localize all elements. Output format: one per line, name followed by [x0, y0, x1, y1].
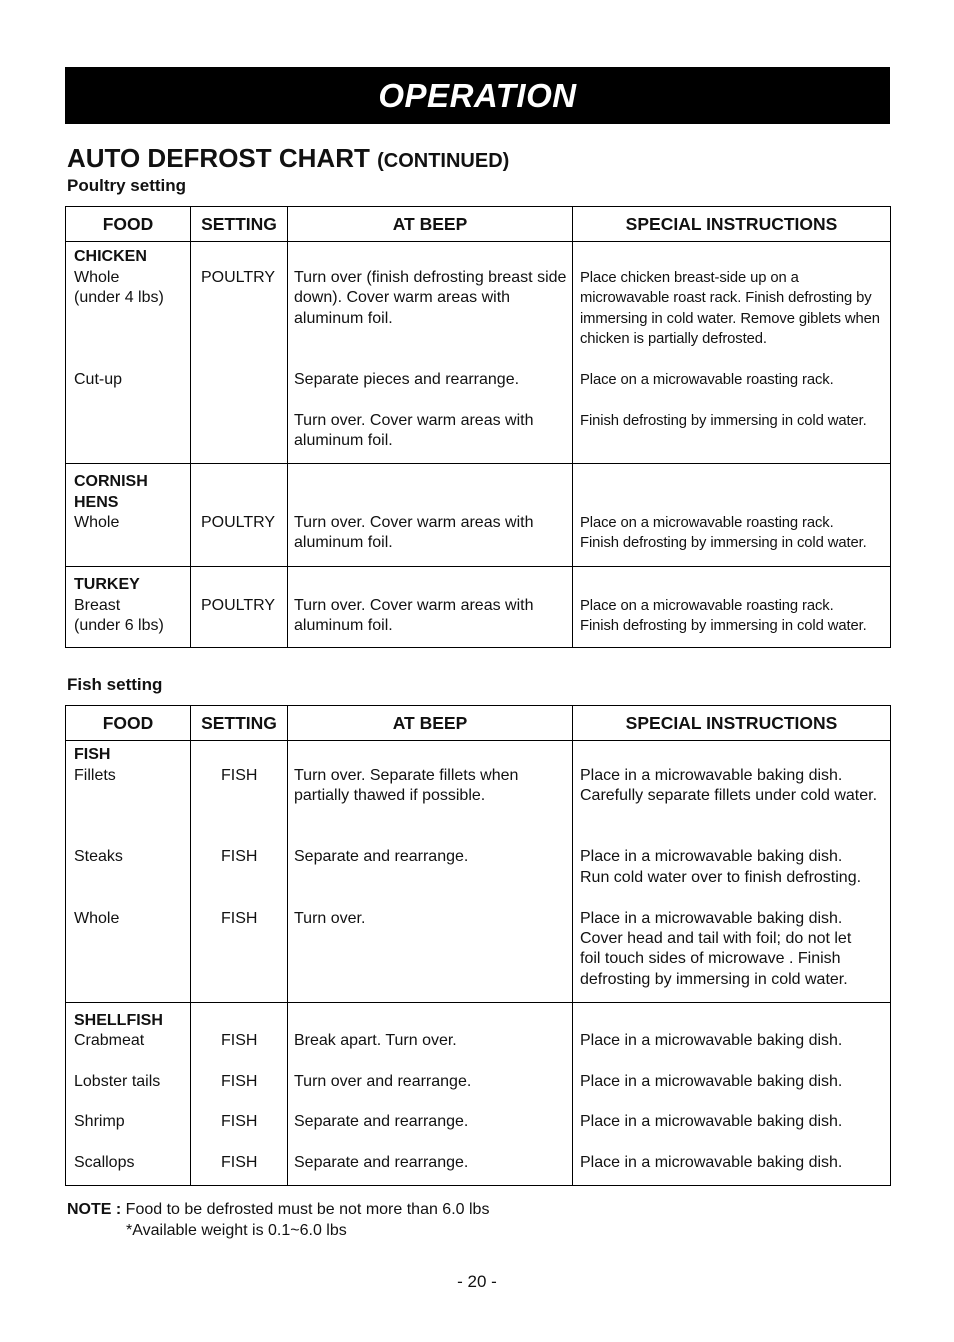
at-beep-text: aluminum foil. [294, 432, 393, 449]
special-instruction: Finish defrosting by immersing in cold water. [580, 535, 867, 551]
at-beep-text: Turn over. Cover warm areas with [294, 597, 534, 614]
food-weight: (under 6 lbs) [74, 617, 164, 634]
food-item: Whole [74, 910, 120, 927]
table-row [66, 567, 891, 648]
at-beep-text: Turn over and rearrange. [294, 1073, 472, 1090]
at-beep-text: Turn over. Cover warm areas with [294, 412, 534, 429]
setting-value: FISH [221, 1032, 258, 1049]
food-item: Cut-up [74, 371, 123, 388]
setting-value: POULTRY [201, 597, 276, 614]
food-category: FISH [74, 746, 111, 763]
food-item: Shrimp [74, 1113, 125, 1130]
table-row [66, 741, 891, 1003]
food-item: Crabmeat [74, 1032, 145, 1049]
at-beep-text: Break apart. Turn over. [294, 1032, 457, 1049]
special-instruction: Cover head and tail with foil; do not let [580, 930, 852, 947]
setting-value: FISH [221, 1154, 258, 1171]
section-title: AUTO DEFROST CHART (CONTINUED) [67, 143, 510, 173]
special-instruction: Place in a microwavable baking dish. [580, 1032, 843, 1049]
food-item: Fillets [74, 767, 116, 784]
at-beep-text: down). Cover warm areas with [294, 289, 511, 306]
setting-value: FISH [221, 1113, 258, 1130]
poultry-heading: Poultry setting [67, 176, 187, 195]
food-category: TURKEY [74, 576, 140, 593]
special-instruction: defrosting by immersing in cold water. [580, 971, 848, 988]
special-instruction: Run cold water over to finish defrosting. [580, 869, 862, 886]
setting-value: POULTRY [201, 514, 276, 531]
header-banner [65, 67, 890, 124]
note [67, 1200, 489, 1241]
food-category: SHELLFISH [74, 1012, 163, 1029]
table-header-row [66, 706, 891, 741]
special-instruction: Place on a microwavable roasting rack. [580, 598, 834, 614]
food-category: CHICKEN [74, 248, 147, 265]
setting-value: FISH [221, 910, 258, 927]
note-line: *Available weight is 0.1~6.0 lbs [126, 1221, 347, 1239]
food-category: CORNISH [74, 473, 148, 490]
note-line: Food to be defrosted must be not more than 6.0 lbs [125, 1201, 490, 1218]
food-item: Whole [74, 269, 120, 286]
col-header-setting: SETTING [191, 706, 288, 741]
at-beep-text: aluminum foil. [294, 310, 393, 327]
at-beep-text: aluminum foil. [294, 617, 393, 634]
col-header-special: SPECIAL INSTRUCTIONS [573, 706, 891, 741]
table-row [66, 1003, 891, 1186]
section-title-suffix: (CONTINUED) [377, 150, 510, 172]
food-weight: (under 4 lbs) [74, 289, 164, 306]
special-instruction: Place on a microwavable roasting rack. [580, 372, 834, 388]
special-instruction: microwavable roast rack. Finish defrosting by [580, 290, 872, 306]
at-beep-text: Separate and rearrange. [294, 848, 469, 865]
special-instruction: Place in a microwavable baking dish. [580, 910, 843, 927]
at-beep-text: Turn over. Separate fillets when [294, 767, 519, 784]
page-number: - 20 - [457, 1272, 497, 1291]
page-title: OPERATION [378, 76, 577, 114]
special-instruction: Place chicken breast-side up on a [580, 270, 799, 286]
col-header-at-beep: AT BEEP [288, 706, 573, 741]
food-category: HENS [74, 494, 119, 511]
at-beep-text: Turn over. Cover warm areas with [294, 514, 534, 531]
special-instruction: Carefully separate fillets under cold water. [580, 787, 878, 804]
col-header-food: FOOD [66, 706, 191, 741]
at-beep-text: Separate pieces and rearrange. [294, 371, 520, 388]
poultry-table [65, 206, 891, 648]
at-beep-text: Turn over. [294, 910, 366, 927]
col-header-food: FOOD [66, 207, 191, 242]
special-instruction: Place on a microwavable roasting rack. [580, 515, 834, 531]
col-header-at-beep: AT BEEP [288, 207, 573, 242]
special-instruction: Place in a microwavable baking dish. [580, 848, 843, 865]
special-instruction: immersing in cold water. Remove giblets when [580, 311, 880, 327]
special-instruction: Place in a microwavable baking dish. [580, 1073, 843, 1090]
at-beep-text: partially thawed if possible. [294, 787, 486, 804]
at-beep-text: Turn over (finish defrosting breast side [294, 269, 567, 286]
special-instruction: foil touch sides of microwave . Finish [580, 950, 841, 967]
setting-value: POULTRY [201, 269, 276, 286]
setting-value: FISH [221, 1073, 258, 1090]
special-instruction: chicken is partially defrosted. [580, 331, 767, 347]
at-beep-text: aluminum foil. [294, 534, 393, 551]
setting-value: FISH [221, 767, 258, 784]
special-instruction: Finish defrosting by immersing in cold water. [580, 413, 867, 429]
special-instruction: Finish defrosting by immersing in cold water. [580, 618, 867, 634]
table-header-row [66, 207, 891, 242]
col-header-special: SPECIAL INSTRUCTIONS [573, 207, 891, 242]
table-row [66, 242, 891, 464]
fish-heading: Fish setting [67, 675, 163, 694]
food-item: Whole [74, 514, 120, 531]
note-label: NOTE : [67, 1201, 122, 1218]
food-item: Steaks [74, 848, 123, 865]
special-instruction: Place in a microwavable baking dish. [580, 1154, 843, 1171]
table-row [66, 464, 891, 567]
at-beep-text: Separate and rearrange. [294, 1113, 469, 1130]
special-instruction: Place in a microwavable baking dish. [580, 767, 843, 784]
food-item: Lobster tails [74, 1073, 161, 1090]
food-item: Breast [74, 597, 121, 614]
at-beep-text: Separate and rearrange. [294, 1154, 469, 1171]
fish-table [65, 705, 891, 1186]
special-instruction: Place in a microwavable baking dish. [580, 1113, 843, 1130]
food-item: Scallops [74, 1154, 135, 1171]
col-header-setting: SETTING [191, 207, 288, 242]
setting-value: FISH [221, 848, 258, 865]
